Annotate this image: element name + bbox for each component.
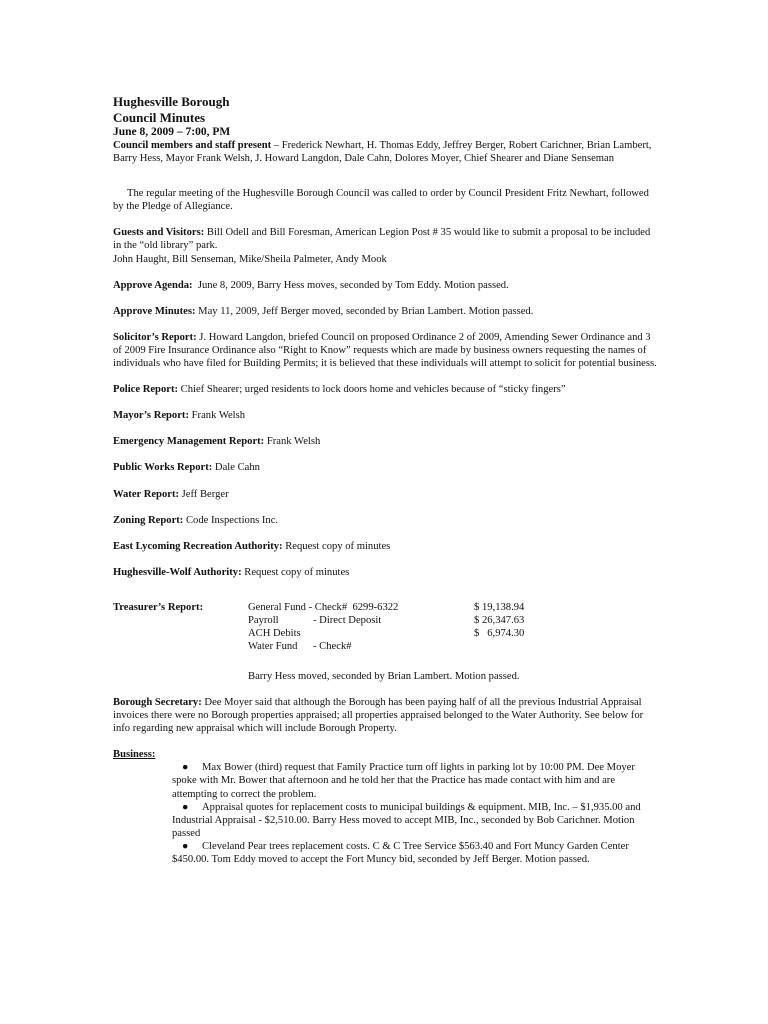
hughesville-wolf-label: Hughesville-Wolf Authority: bbox=[113, 566, 242, 578]
police-paragraph bbox=[113, 383, 658, 396]
account-detail: - Direct Deposit bbox=[313, 614, 382, 626]
list-item bbox=[172, 840, 658, 866]
treasurer-label: Treasurer’s Report: bbox=[113, 601, 204, 613]
account-detail: - Check# bbox=[313, 640, 352, 652]
list-item bbox=[172, 761, 658, 800]
water-text: Jeff Berger bbox=[179, 488, 229, 500]
east-lycoming-label: East Lycoming Recreation Authority: bbox=[113, 540, 283, 552]
bullet-icon: ● bbox=[182, 762, 189, 774]
zoning-text: Code Inspections Inc. bbox=[183, 514, 279, 526]
mayor-label: Mayor’s Report: bbox=[113, 410, 189, 422]
opening-paragraph: The regular meeting of the Hughesville Borough Council was called to order by Council President Fritz Newhart, followed by the Pledge of Allegiance. bbox=[113, 188, 649, 213]
list-item-text: Max Bower (third) request that Family Practice turn off lights in parking lot by 10:00 PM. Dee Moyer spoke with Mr. Bower that afternoon and he told her that the Practice has made contact with him and are attempting to correct the problem. bbox=[172, 762, 635, 800]
east-lycoming-text: Request copy of minutes bbox=[282, 540, 391, 552]
business-list bbox=[113, 761, 658, 866]
minutes-text: May 11, 2009, Jeff Berger moved, seconded by Brian Lambert. Motion passed. bbox=[195, 305, 534, 317]
minutes-paragraph bbox=[113, 305, 658, 318]
solicitor-paragraph bbox=[113, 331, 658, 370]
account-amount: $ 26,347.63 bbox=[474, 614, 525, 626]
agenda-text: June 8, 2009, Barry Hess moves, seconded by Tom Eddy. Motion passed. bbox=[192, 279, 509, 291]
attendance-label: Council members and staff present bbox=[113, 140, 272, 151]
solicitor-label: Solicitor’s Report: bbox=[113, 331, 197, 343]
hughesville-wolf-paragraph bbox=[113, 566, 658, 579]
account-name: General Fund - Check# bbox=[248, 601, 348, 613]
list-item-text: Appraisal quotes for replacement costs to municipal buildings & equipment. MIB, Inc. – $1,935.00 and Industrial Appraisal - $2,510.00. Barry Hess moved to accept MIB, Inc., seconded by Bob Carichner. Motion passed bbox=[172, 801, 641, 839]
police-label: Police Report: bbox=[113, 384, 179, 396]
guests-paragraph bbox=[113, 226, 658, 265]
treasurer-row bbox=[248, 601, 398, 614]
treasurer-report bbox=[113, 601, 658, 659]
minutes-label: Approve Minutes: bbox=[113, 305, 196, 317]
account-name: Payroll bbox=[248, 614, 279, 626]
public-works-label: Public Works Report: bbox=[113, 462, 213, 474]
agenda-paragraph bbox=[113, 279, 658, 292]
zoning-label: Zoning Report: bbox=[113, 514, 184, 526]
business-section bbox=[113, 748, 658, 866]
agenda-label: Approve Agenda: bbox=[113, 279, 193, 291]
public-works-paragraph bbox=[113, 461, 658, 474]
mayor-text: Frank Welsh bbox=[189, 410, 246, 422]
zoning-paragraph bbox=[113, 514, 658, 527]
treasurer-row bbox=[248, 627, 301, 640]
account-name: ACH Debits bbox=[248, 627, 301, 639]
secretary-text: Dee Moyer said that although the Borough has been paying half of all the previous Industrial Appraisal invoices there were no Borough properties appraised; all properties appraised belonged to the Water Authority. See below for info regarding new appraisal which will include Borough Property. bbox=[113, 696, 644, 735]
guests-names: John Haught, Bill Senseman, Mike/Sheila Palmeter, Andy Mook bbox=[113, 253, 387, 265]
mayor-paragraph bbox=[113, 409, 658, 422]
police-text: Chief Shearer; urged residents to lock doors home and vehicles because of “sticky fingers” bbox=[178, 384, 566, 396]
account-name: Water Fund bbox=[248, 640, 298, 652]
emergency-paragraph bbox=[113, 435, 658, 448]
account-amount: $ 19,138.94 bbox=[474, 601, 525, 613]
solicitor-text: J. Howard Langdon, briefed Council on proposed Ordinance 2 of 2009, Amending Sewer Ordinance and 3 of 2009 Fire Insurance Ordinance also “Right to Know” requests which are made by business owners requesting the names of individuals who have filed for Building Permits; it is believed that these individuals will attempt to solicit for potential business. bbox=[113, 331, 657, 370]
attendance-text: – Frederick Newhart, H. Thomas Eddy, Jeffrey Berger, Robert Carichner, Brian Lambert, Barry Hess, Mayor Frank Welsh, J. Howard Langdon, Dale Cahn, Dolores Moyer, Chief Shearer and Diane Senseman bbox=[113, 140, 652, 165]
emergency-label: Emergency Management Report: bbox=[113, 436, 265, 448]
bullet-icon: ● bbox=[182, 840, 189, 852]
account-amount: $ 6,974.30 bbox=[474, 627, 525, 639]
meeting-date: June 8, 2009 – 7:00, PM bbox=[113, 126, 231, 138]
emergency-text: Frank Welsh bbox=[264, 436, 321, 448]
treasurer-row bbox=[248, 640, 352, 653]
east-lycoming-paragraph bbox=[113, 540, 658, 553]
list-item-text: Cleveland Pear trees replacement costs. C & C Tree Service $563.40 and Fort Muncy Garden Center $450.00. Tom Eddy moved to accept the Fort Muncy bid, seconded by Jeff Berger. Motion passed. bbox=[172, 840, 629, 865]
minutes-document bbox=[113, 94, 658, 866]
water-label: Water Report: bbox=[113, 488, 179, 500]
business-label: Business: bbox=[113, 749, 156, 761]
public-works-text: Dale Cahn bbox=[212, 462, 260, 474]
borough-name: Hughesville Borough bbox=[113, 94, 230, 109]
secretary-label: Borough Secretary: bbox=[113, 696, 202, 708]
water-paragraph bbox=[113, 488, 658, 501]
guests-label: Guests and Visitors: bbox=[113, 227, 205, 239]
secretary-paragraph bbox=[113, 696, 658, 735]
treasurer-motion: Barry Hess moved, seconded by Brian Lambert. Motion passed. bbox=[248, 670, 520, 682]
treasurer-row bbox=[248, 614, 381, 627]
attendance-paragraph bbox=[113, 139, 658, 165]
list-item bbox=[172, 801, 658, 840]
bullet-icon: ● bbox=[182, 801, 189, 813]
hughesville-wolf-text: Request copy of minutes bbox=[241, 566, 350, 578]
guests-text: Bill Odell and Bill Foresman, American Legion Post # 35 would like to submit a proposal to be included in the “old library” park. bbox=[113, 227, 651, 252]
document-title: Council Minutes bbox=[113, 109, 206, 125]
account-detail: 6299-6322 bbox=[347, 601, 399, 613]
